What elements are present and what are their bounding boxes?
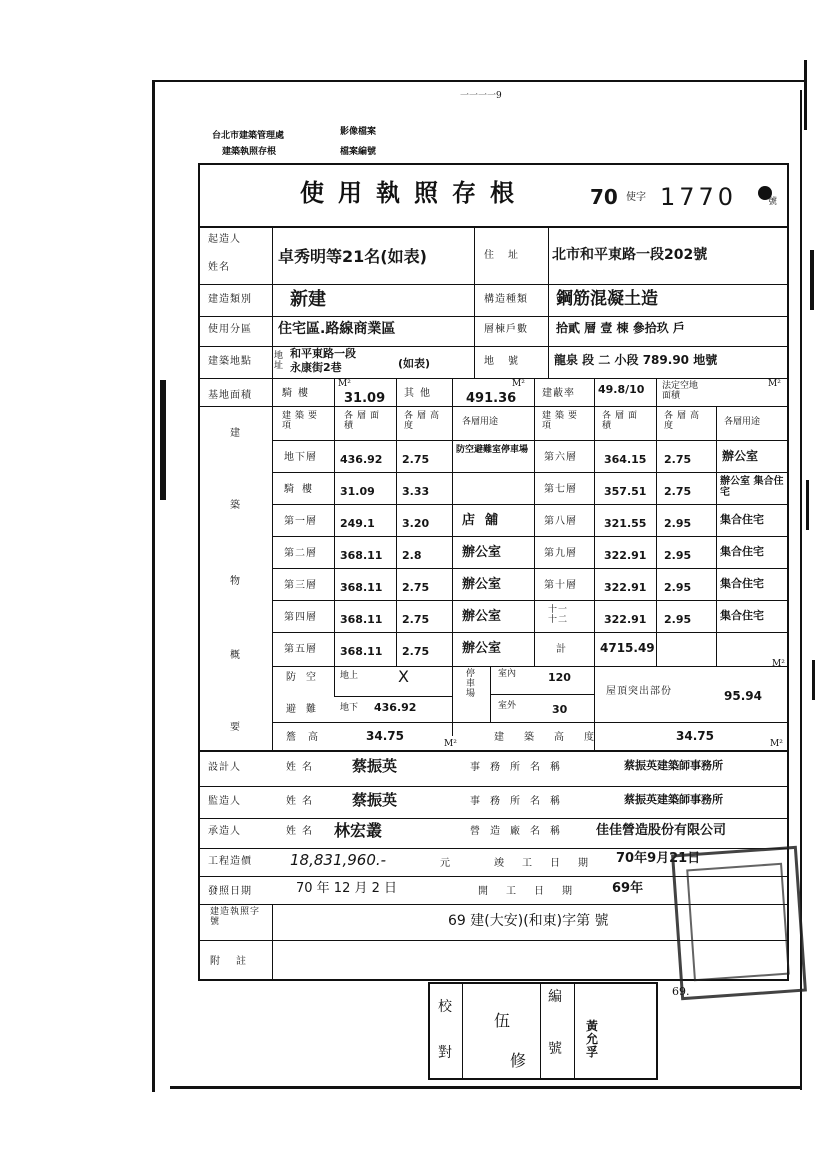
shelter-above-label: 地上	[340, 671, 359, 681]
review-date: 69.	[672, 985, 690, 998]
site-address-tag: 地址	[274, 351, 284, 371]
top-number: 一一一一9	[460, 91, 502, 101]
contractor-name-label: 姓名	[286, 826, 318, 837]
site-address-note: (如表)	[398, 357, 431, 370]
right-floor-area: 322.91	[604, 549, 647, 562]
designer-office-label: 事務所名稱	[470, 762, 570, 773]
parking-indoor-value: 120	[548, 671, 571, 684]
contractor-name: 林宏叢	[334, 821, 383, 840]
left-floor-name: 第一層	[284, 516, 317, 527]
note-label: 附註	[210, 956, 262, 967]
other-value: 491.36	[466, 391, 517, 406]
right-floor-height: 2.75	[664, 485, 692, 498]
roof-value: 95.94	[724, 689, 762, 703]
contractor-office: 佳佳營造股份有限公司	[596, 823, 727, 838]
right-floor-use: 辦公室	[722, 449, 759, 463]
supervisor-office: 蔡振英建築師事務所	[624, 793, 723, 806]
title-year: 70	[590, 185, 618, 209]
stamp-left-line-1: 台北市建築管理處	[212, 131, 285, 141]
applicant-label-bottom: 姓名	[208, 262, 230, 273]
left-floor-name: 騎樓	[284, 484, 320, 495]
roof-unit: M²	[772, 659, 785, 669]
applicant-name: 卓秀明等21名(如表)	[278, 247, 427, 266]
building-height-value: 34.75	[676, 729, 714, 743]
left-floor-use: 辦公室	[462, 609, 502, 624]
cost-unit: 元	[440, 858, 451, 869]
supervisor-office-label: 事務所名稱	[470, 796, 570, 807]
lot-label: 地號	[484, 356, 532, 367]
supervisor-role: 監造人	[208, 796, 241, 807]
left-floor-name: 第二層	[284, 548, 317, 559]
address-label: 住址	[484, 250, 532, 261]
official-stamp-inner	[686, 863, 790, 981]
right-floor-height: 2.95	[664, 613, 692, 626]
openspace-label: 法定空地面積	[662, 381, 699, 401]
review-left-bottom: 對	[438, 1045, 453, 1061]
site-label: 建築地點	[208, 356, 252, 367]
arcade-value: 31.09	[344, 391, 386, 406]
left-floor-height: 2.75	[402, 453, 430, 466]
coverage-label: 建蔽率	[542, 388, 575, 399]
building-type-value: 新建	[290, 289, 326, 310]
parking-label: 停車場	[466, 669, 476, 699]
right-floor-name: 第十層	[544, 580, 577, 591]
left-floor-area: 368.11	[340, 645, 383, 658]
eaves-unit: M²	[444, 739, 457, 749]
side-label-1: 建	[230, 428, 241, 439]
cost-label: 工程造價	[208, 856, 252, 867]
applicant-label-top: 起造人	[208, 234, 241, 245]
side-label-4: 概	[230, 650, 241, 661]
issue-label: 發照日期	[208, 886, 252, 897]
card-bottom-rule	[170, 1086, 800, 1089]
building-height-unit: M²	[770, 739, 783, 749]
title-char: 使字	[626, 192, 646, 203]
right-floor-use: 集合住宅	[720, 609, 764, 622]
shelter-label-1: 防空	[286, 672, 326, 683]
right-floor-use: 集合住宅	[720, 577, 764, 590]
area-label: 基地面積	[208, 390, 252, 401]
review-middle-bottom: 修	[510, 1051, 527, 1070]
right-floor-use: 集合住宅	[720, 513, 764, 526]
other-label: 其他	[404, 388, 436, 399]
left-floor-height: 2.75	[402, 613, 430, 626]
zoning-label: 使用分區	[208, 324, 252, 335]
stamp-left-line-2: 建築執照存根	[222, 147, 277, 157]
review-right-bottom: 號	[548, 1041, 563, 1057]
right-floor-name: 計	[556, 644, 567, 655]
shelter-above-value: X	[398, 667, 409, 686]
right-floor-area: 364.15	[604, 453, 647, 466]
site-address-1: 和平東路一段	[290, 347, 356, 360]
permit-label: 建造執照字號	[210, 907, 261, 927]
stamp-right-line-2: 檔案編號	[340, 147, 377, 157]
supervisor-name: 蔡振英	[352, 791, 398, 809]
left-floor-name: 第四層	[284, 612, 317, 623]
review-right-top: 編	[548, 989, 563, 1005]
left-floor-height: 2.75	[402, 645, 430, 658]
complete-label: 竣工日期	[494, 858, 606, 869]
stamp-right-line-1: 影像檔案	[340, 127, 377, 137]
openspace-unit: M²	[768, 379, 781, 389]
shelter-below-value: 436.92	[374, 701, 417, 714]
left-floor-use: 防空避難室停車場	[456, 445, 529, 455]
structure-value: 鋼筋混凝土造	[556, 289, 658, 309]
hdr-use-right: 各層用途	[724, 417, 761, 427]
other-unit: M²	[512, 379, 525, 389]
right-floor-area: 322.91	[604, 581, 647, 594]
left-floor-area: 31.09	[340, 485, 375, 498]
hdr-area-left: 各層面積	[344, 411, 384, 431]
coverage-value: 49.8/10	[598, 383, 645, 396]
hdr-item-left: 建築要項	[282, 411, 322, 431]
lot-value: 龍泉 段 二 小段 789.90 地號	[554, 353, 718, 367]
left-floor-height: 3.20	[402, 517, 430, 530]
right-floor-height: 2.95	[664, 517, 692, 530]
eaves-value: 34.75	[366, 729, 404, 743]
arcade-label: 騎樓	[282, 388, 314, 399]
designer-office: 蔡振英建築師事務所	[624, 759, 723, 772]
start-label: 開工日期	[478, 886, 590, 897]
license-number: 1770	[660, 183, 738, 211]
address-value: 北市和平東路一段202號	[552, 247, 708, 263]
side-label-3: 物	[230, 576, 241, 587]
right-floor-name: 第六層	[544, 452, 577, 463]
left-floor-height: 2.8	[402, 549, 422, 562]
left-floor-use: 辦公室	[462, 545, 502, 560]
review-sign: 黃允孚	[586, 1019, 599, 1060]
shelter-below-label: 地下	[340, 703, 359, 713]
hdr-height-left: 各層高度	[404, 411, 444, 431]
zoning-value: 住宅區.路線商業區	[278, 321, 396, 337]
structure-label: 構造種類	[484, 294, 528, 305]
left-floor-use: 辦公室	[462, 641, 502, 656]
hdr-use-left: 各層用途	[462, 417, 499, 427]
right-floor-area: 322.91	[604, 613, 647, 626]
left-floor-area: 368.11	[340, 613, 383, 626]
cost-value: 18,831,960.-	[290, 851, 387, 869]
right-floor-name: 第八層	[544, 516, 577, 527]
right-floor-name: 第七層	[544, 484, 577, 495]
contractor-role: 承造人	[208, 826, 241, 837]
designer-role: 設計人	[208, 762, 241, 773]
left-floor-name: 第五層	[284, 644, 317, 655]
side-label-5: 要	[230, 722, 241, 733]
form-title: 使用執照存根	[300, 178, 528, 207]
floors-value: 拾貳 層 壹 棟 參拾玖 戶	[556, 321, 685, 335]
building-type-label: 建造類別	[208, 294, 252, 305]
designer-name: 蔡振英	[352, 757, 398, 775]
roof-label: 屋頂突出部份	[606, 686, 672, 697]
arcade-unit: M²	[338, 379, 351, 389]
site-address-2: 永康街2巷	[290, 361, 342, 374]
floors-label: 層棟戶數	[484, 324, 528, 335]
right-floor-use: 集合住宅	[720, 545, 764, 558]
shelter-label-2: 避難	[286, 704, 326, 715]
right-floor-height: 2.95	[664, 581, 692, 594]
right-floor-height: 2.95	[664, 549, 692, 562]
left-floor-area: 368.11	[340, 581, 383, 594]
hdr-area-right: 各層面積	[602, 411, 642, 431]
eaves-label: 簷高	[286, 732, 330, 743]
right-floor-area: 321.55	[604, 517, 647, 530]
right-floor-area: 4715.49	[600, 641, 655, 655]
left-floor-use: 辦公室	[462, 577, 502, 592]
permit-value: 69 建(大安)(和東)字第 號	[448, 913, 609, 929]
right-floor-name: 十一 十二	[548, 605, 569, 625]
left-floor-height: 3.33	[402, 485, 430, 498]
right-floor-use: 辦公室 集合住宅	[720, 476, 784, 498]
left-floor-area: 249.1	[340, 517, 375, 530]
building-height-label: 建築高度	[494, 732, 614, 743]
designer-name-label: 姓名	[286, 762, 318, 773]
issue-value: 70 年 12 月 2 日	[296, 881, 398, 896]
left-floor-height: 2.75	[402, 581, 430, 594]
hdr-item-right: 建築要項	[542, 411, 582, 431]
complete-value: 70年9月21日	[616, 851, 701, 866]
side-label-2: 築	[230, 500, 241, 511]
right-floor-name: 第九層	[544, 548, 577, 559]
start-value: 69年	[612, 881, 644, 896]
parking-outdoor-value: 30	[552, 703, 568, 716]
left-floor-use: 店舖	[462, 513, 509, 528]
right-floor-height: 2.75	[664, 453, 692, 466]
left-floor-name: 第三層	[284, 580, 317, 591]
title-suffix: 號	[768, 197, 778, 207]
left-floor-name: 地下層	[284, 452, 317, 463]
left-floor-area: 368.11	[340, 549, 383, 562]
review-middle-top: 伍	[494, 1011, 511, 1030]
contractor-office-label: 營造廠名稱	[470, 826, 570, 837]
left-floor-area: 436.92	[340, 453, 383, 466]
right-floor-area: 357.51	[604, 485, 647, 498]
supervisor-name-label: 姓名	[286, 796, 318, 807]
parking-outdoor-label: 室外	[498, 701, 517, 711]
hdr-height-right: 各層高度	[664, 411, 704, 431]
review-left-top: 校	[438, 999, 453, 1015]
parking-indoor-label: 室內	[498, 669, 517, 679]
